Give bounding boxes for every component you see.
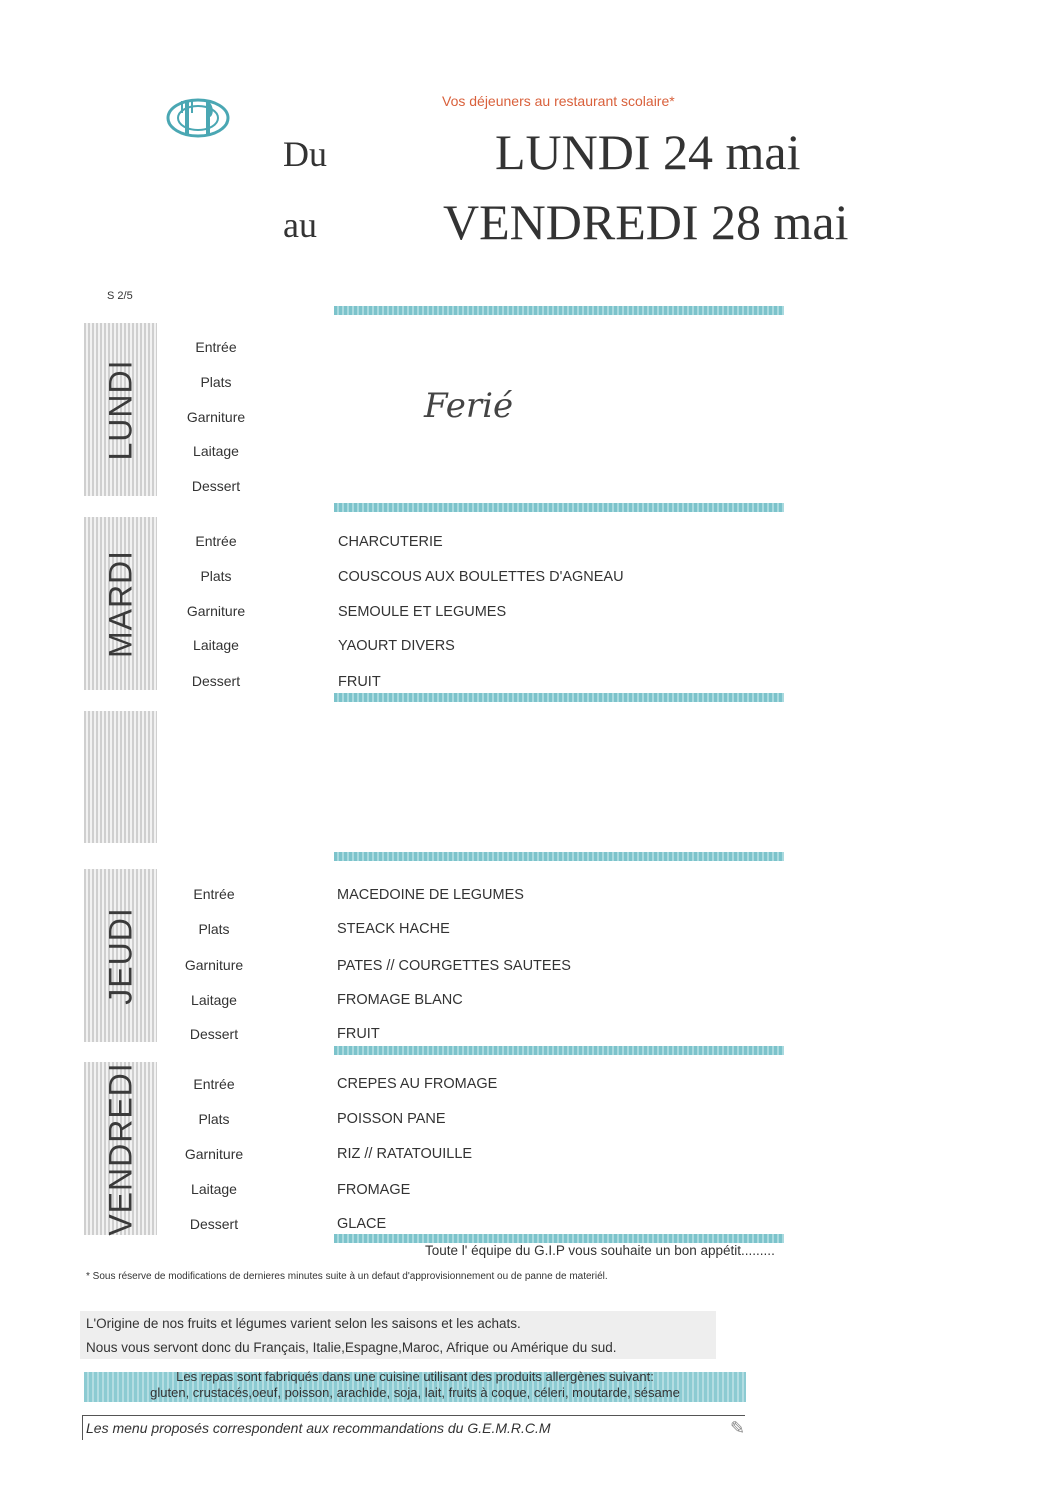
dish-garniture: RIZ // RATATOUILLE <box>337 1146 473 1162</box>
au-label: au <box>283 205 317 245</box>
day-name: JEUDI <box>102 906 138 1005</box>
category-label: Entrée <box>195 339 237 355</box>
gemrcm-note: Les menu proposés correspondent aux recommandations du G.E.M.R.C.M <box>86 1420 551 1436</box>
divider-bar <box>334 1046 784 1055</box>
category-label: Dessert <box>189 1026 239 1042</box>
category-label: Laitage <box>191 1181 237 1197</box>
divider-bar <box>334 852 784 861</box>
dish-plat: STEACK HACHE <box>337 921 450 937</box>
category-label: Garniture <box>186 603 246 619</box>
dish-dessert: FRUIT <box>338 674 381 690</box>
holiday-note: Ferié <box>424 386 514 426</box>
category-label: Garniture <box>184 1146 244 1162</box>
category-label: Garniture <box>186 409 246 425</box>
category-label: Laitage <box>191 992 237 1008</box>
category-label: Laitage <box>193 443 239 459</box>
dish-plat: COUSCOUS AUX BOULETTES D'AGNEAU <box>338 569 624 585</box>
day-column-lundi <box>84 323 157 496</box>
day-column-vendredi <box>84 1062 157 1235</box>
day-name: LUNDI <box>102 358 138 461</box>
du-label: Du <box>283 134 327 174</box>
category-label: Dessert <box>191 673 241 689</box>
day-column-jeudi <box>84 869 157 1042</box>
category-label: Dessert <box>189 1216 239 1232</box>
category-label: Entrée <box>195 533 237 549</box>
dish-entree: CHARCUTERIE <box>338 534 443 550</box>
category-label: Entrée <box>193 1076 235 1092</box>
divider-bar <box>334 503 784 512</box>
category-label: Plats <box>198 921 230 937</box>
page-subtitle: Vos déjeuners au restaurant scolaire* <box>442 93 675 109</box>
dish-garniture: SEMOULE ET LEGUMES <box>338 604 507 620</box>
allergen-line-1: Les repas sont fabriqués dans une cuisine utilisant des produits allergènes suivant: <box>176 1369 654 1384</box>
reserve-note: * Sous réserve de modifications de dernieres minutes suite à un defaut d'approvisionnement ou de panne de materiél. <box>86 1271 608 1282</box>
dish-plat: POISSON PANE <box>337 1111 446 1127</box>
category-label: Entrée <box>193 886 235 902</box>
day-column-empty <box>84 711 157 843</box>
dish-laitage: FROMAGE <box>337 1182 411 1198</box>
origin-line-2: Nous vous servont donc du Français, Italie,Espagne,Maroc, Afrique ou Amérique du sud. <box>86 1340 617 1355</box>
restaurant-logo-icon <box>166 97 230 139</box>
dish-laitage: FROMAGE BLANC <box>337 992 463 1008</box>
category-label: Garniture <box>184 957 244 973</box>
dish-laitage: YAOURT DIVERS <box>338 638 455 654</box>
divider-bar <box>334 1234 784 1243</box>
end-date: VENDREDI 28 mai <box>443 194 849 250</box>
day-column-mardi <box>84 517 157 690</box>
divider-bar <box>334 693 784 702</box>
scribble-icon: ✎ <box>730 1418 746 1438</box>
origin-line-1: L'Origine de nos fruits et légumes varient selon les saisons et les achats. <box>86 1316 521 1331</box>
dish-entree: MACEDOINE DE LEGUMES <box>337 887 524 903</box>
bon-appetit-message: Toute l' équipe du G.I.P vous souhaite un bon appétit......... <box>425 1243 775 1258</box>
dish-entree: CREPES AU FROMAGE <box>337 1076 498 1092</box>
day-name: VENDREDI <box>102 1061 138 1236</box>
divider-bar <box>334 306 784 315</box>
dish-dessert: FRUIT <box>337 1026 380 1042</box>
dish-garniture: PATES // COURGETTES SAUTEES <box>337 958 571 974</box>
category-label: Dessert <box>191 478 241 494</box>
category-label: Plats <box>198 1111 230 1127</box>
allergen-line-2: gluten, crustacés,oeuf, poisson, arachide, soja, lait, fruits à coque, céleri, moutarde, sésame <box>150 1385 680 1400</box>
category-label: Laitage <box>193 637 239 653</box>
category-label: Plats <box>200 374 232 390</box>
week-code: S 2/5 <box>107 290 133 302</box>
category-label: Plats <box>200 568 232 584</box>
day-name: MARDI <box>102 549 138 658</box>
start-date: LUNDI 24 mai <box>495 124 801 180</box>
dish-dessert: GLACE <box>337 1216 387 1232</box>
